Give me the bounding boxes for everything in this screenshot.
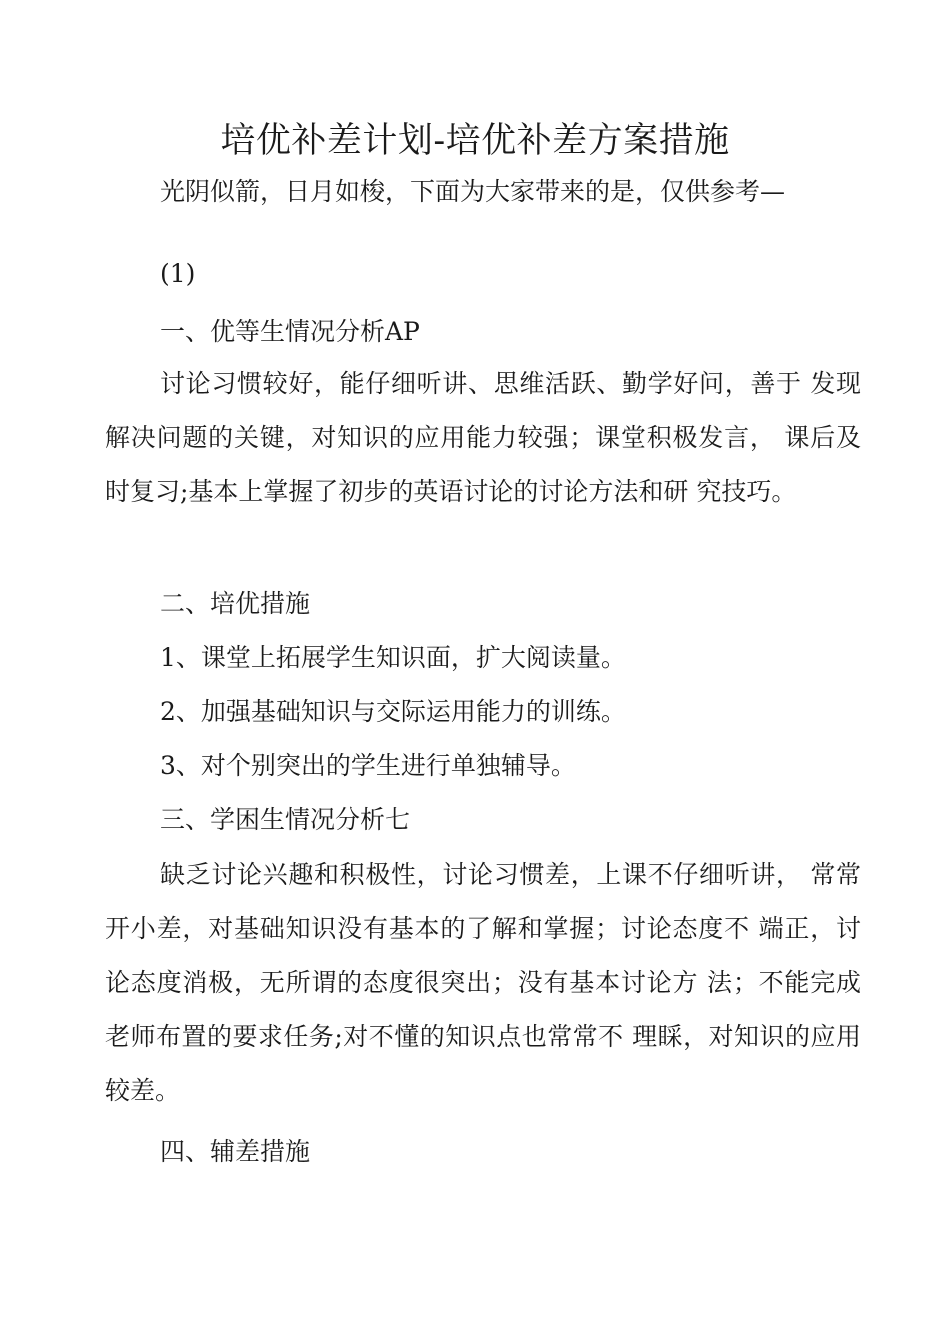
section-1-heading: 一、优等生情况分析AP: [160, 317, 420, 346]
measure-item-3: 3、对个别突出的学生进行单独辅导。: [160, 751, 576, 780]
section-4-heading: 四、辅差措施: [160, 1137, 311, 1166]
measure-item-1: 1、课堂上拓展学生知识面，扩大阅读量。: [160, 643, 626, 672]
section-3-body: 缺乏讨论兴趣和积极性，讨论习惯差，上课不仔细听讲， 常常开小差，对基础知识没有基本的了解和掌握；讨论态度不 端正，讨论态度消极，无所谓的态度很突出；没有基本讨论方 法；不能完成老师布置的要求任务;对不懂的知识点也常常不 理睬，对知识的应用较差。: [105, 860, 861, 1105]
section-1-body: 讨论习惯较好，能仔细听讲、思维活跃、勤学好问，善于 发现解决问题的关键，对知识的应用能力较强；课堂积极发言， 课后及时复习;基本上掌握了初步的英语讨论的讨论方法和研 究技巧。: [105, 369, 861, 506]
document-title: 培优补差计划-培优补差方案措施: [220, 121, 730, 161]
document-subtitle: 光阴似箭，日月如梭，下面为大家带来的是，仅供参考—: [160, 177, 786, 206]
measure-item-2: 2、加强基础知识与交际运用能力的训练。: [160, 697, 626, 726]
section-marker: (1): [160, 259, 196, 288]
section-2-heading: 二、培优措施: [160, 589, 311, 618]
section-3-heading: 三、学困生情况分析七: [160, 805, 411, 834]
